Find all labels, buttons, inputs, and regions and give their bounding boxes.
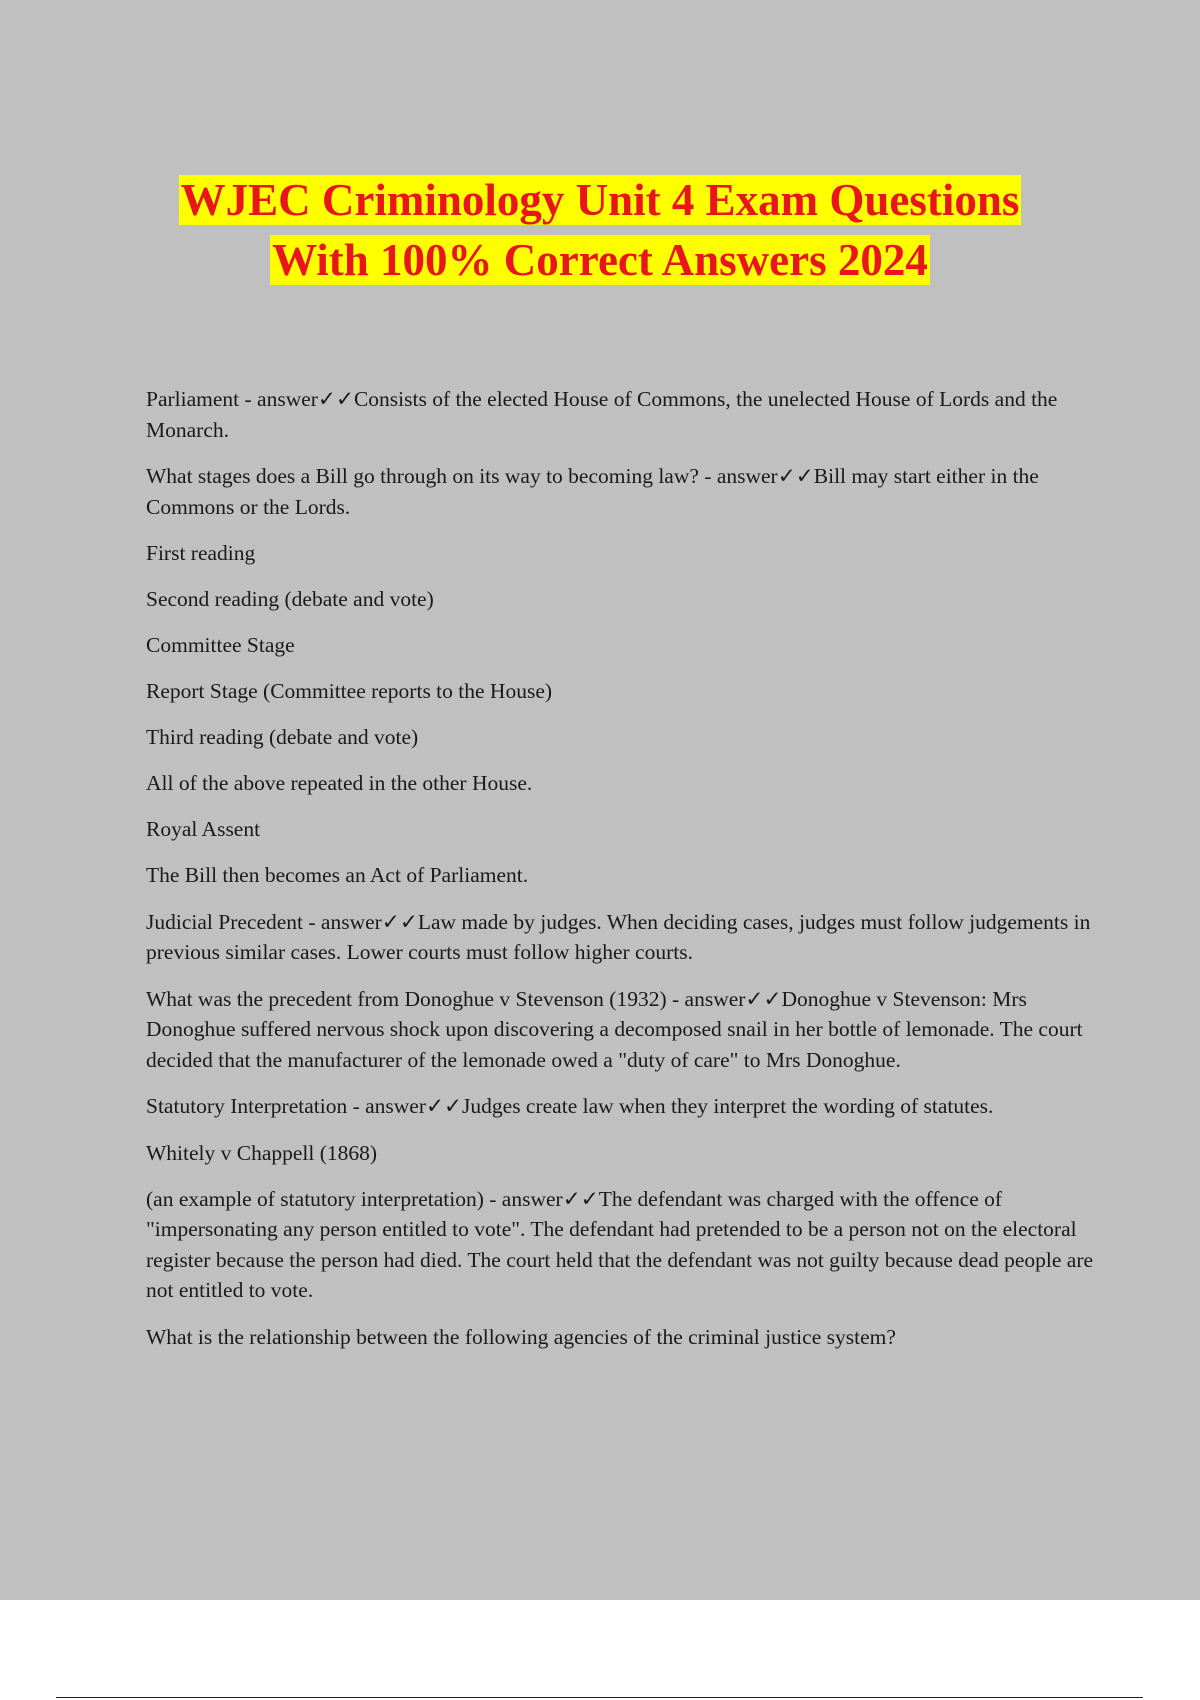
list-item-third-reading: Third reading (debate and vote)	[146, 725, 419, 749]
list-item-royal-assent: Royal Assent	[146, 817, 261, 841]
paragraph-cjs-agencies-question: What is the relationship between the following agencies of the criminal justice system?	[146, 1324, 896, 1349]
paragraph-statutory-interpretation: Statutory Interpretation - answer✓✓Judges create law when they interpret the wording of statutes.	[146, 1094, 994, 1118]
page-footer	[0, 1600, 1200, 1700]
paragraph-statutory-example: (an example of statutory interpretation) - answer✓✓The defendant was charged with the offence of "impersonating any person entitled to vote". The defendant had pretended to be a person not on the electoral register because the person had died. The court held that the defendant was not guilty because dead people are not entitled to vote.	[146, 1186, 1094, 1302]
document-title	[0, 170, 1200, 290]
list-item-repeated-other-house: All of the above repeated in the other House.	[146, 771, 533, 795]
title-line-1: WJEC Criminology Unit 4 Exam Questions	[180, 175, 1020, 225]
list-item-committee-stage: Committee Stage	[146, 633, 295, 657]
paragraph-act-of-parliament: The Bill then becomes an Act of Parliament.	[146, 863, 529, 887]
list-item-second-reading: Second reading (debate and vote)	[146, 587, 434, 611]
list-item-first-reading: First reading	[146, 541, 256, 565]
title-line-2: With 100% Correct Answers 2024	[272, 235, 928, 285]
paragraph-parliament: Parliament - answer✓✓Consists of the elected House of Commons, the unelected House of Lords and the Monarch.	[146, 387, 1058, 442]
paragraph-bill-stages: What stages does a Bill go through on its way to becoming law? - answer✓✓Bill may start either in the Commons or the Lords.	[146, 464, 1039, 519]
footer-divider	[56, 1697, 1143, 1698]
paragraph-donoghue-v-stevenson: What was the precedent from Donoghue v Stevenson (1932) - answer✓✓Donoghue v Stevenson: Mrs Donoghue suffered nervous shock upon discovering a decomposed snail in her bottle of lemonade. The court decided that the manufacturer of the lemonade owed a "duty of care" to Mrs Donoghue.	[146, 986, 1083, 1072]
list-item-report-stage: Report Stage (Committee reports to the House)	[146, 679, 553, 703]
paragraph-whitely-v-chappell: Whitely v Chappell (1868)	[146, 1140, 378, 1165]
document-body	[146, 384, 1096, 1368]
paragraph-judicial-precedent: Judicial Precedent - answer✓✓Law made by judges. When deciding cases, judges must follow judgements in previous similar cases. Lower courts must follow higher courts.	[146, 909, 1091, 964]
